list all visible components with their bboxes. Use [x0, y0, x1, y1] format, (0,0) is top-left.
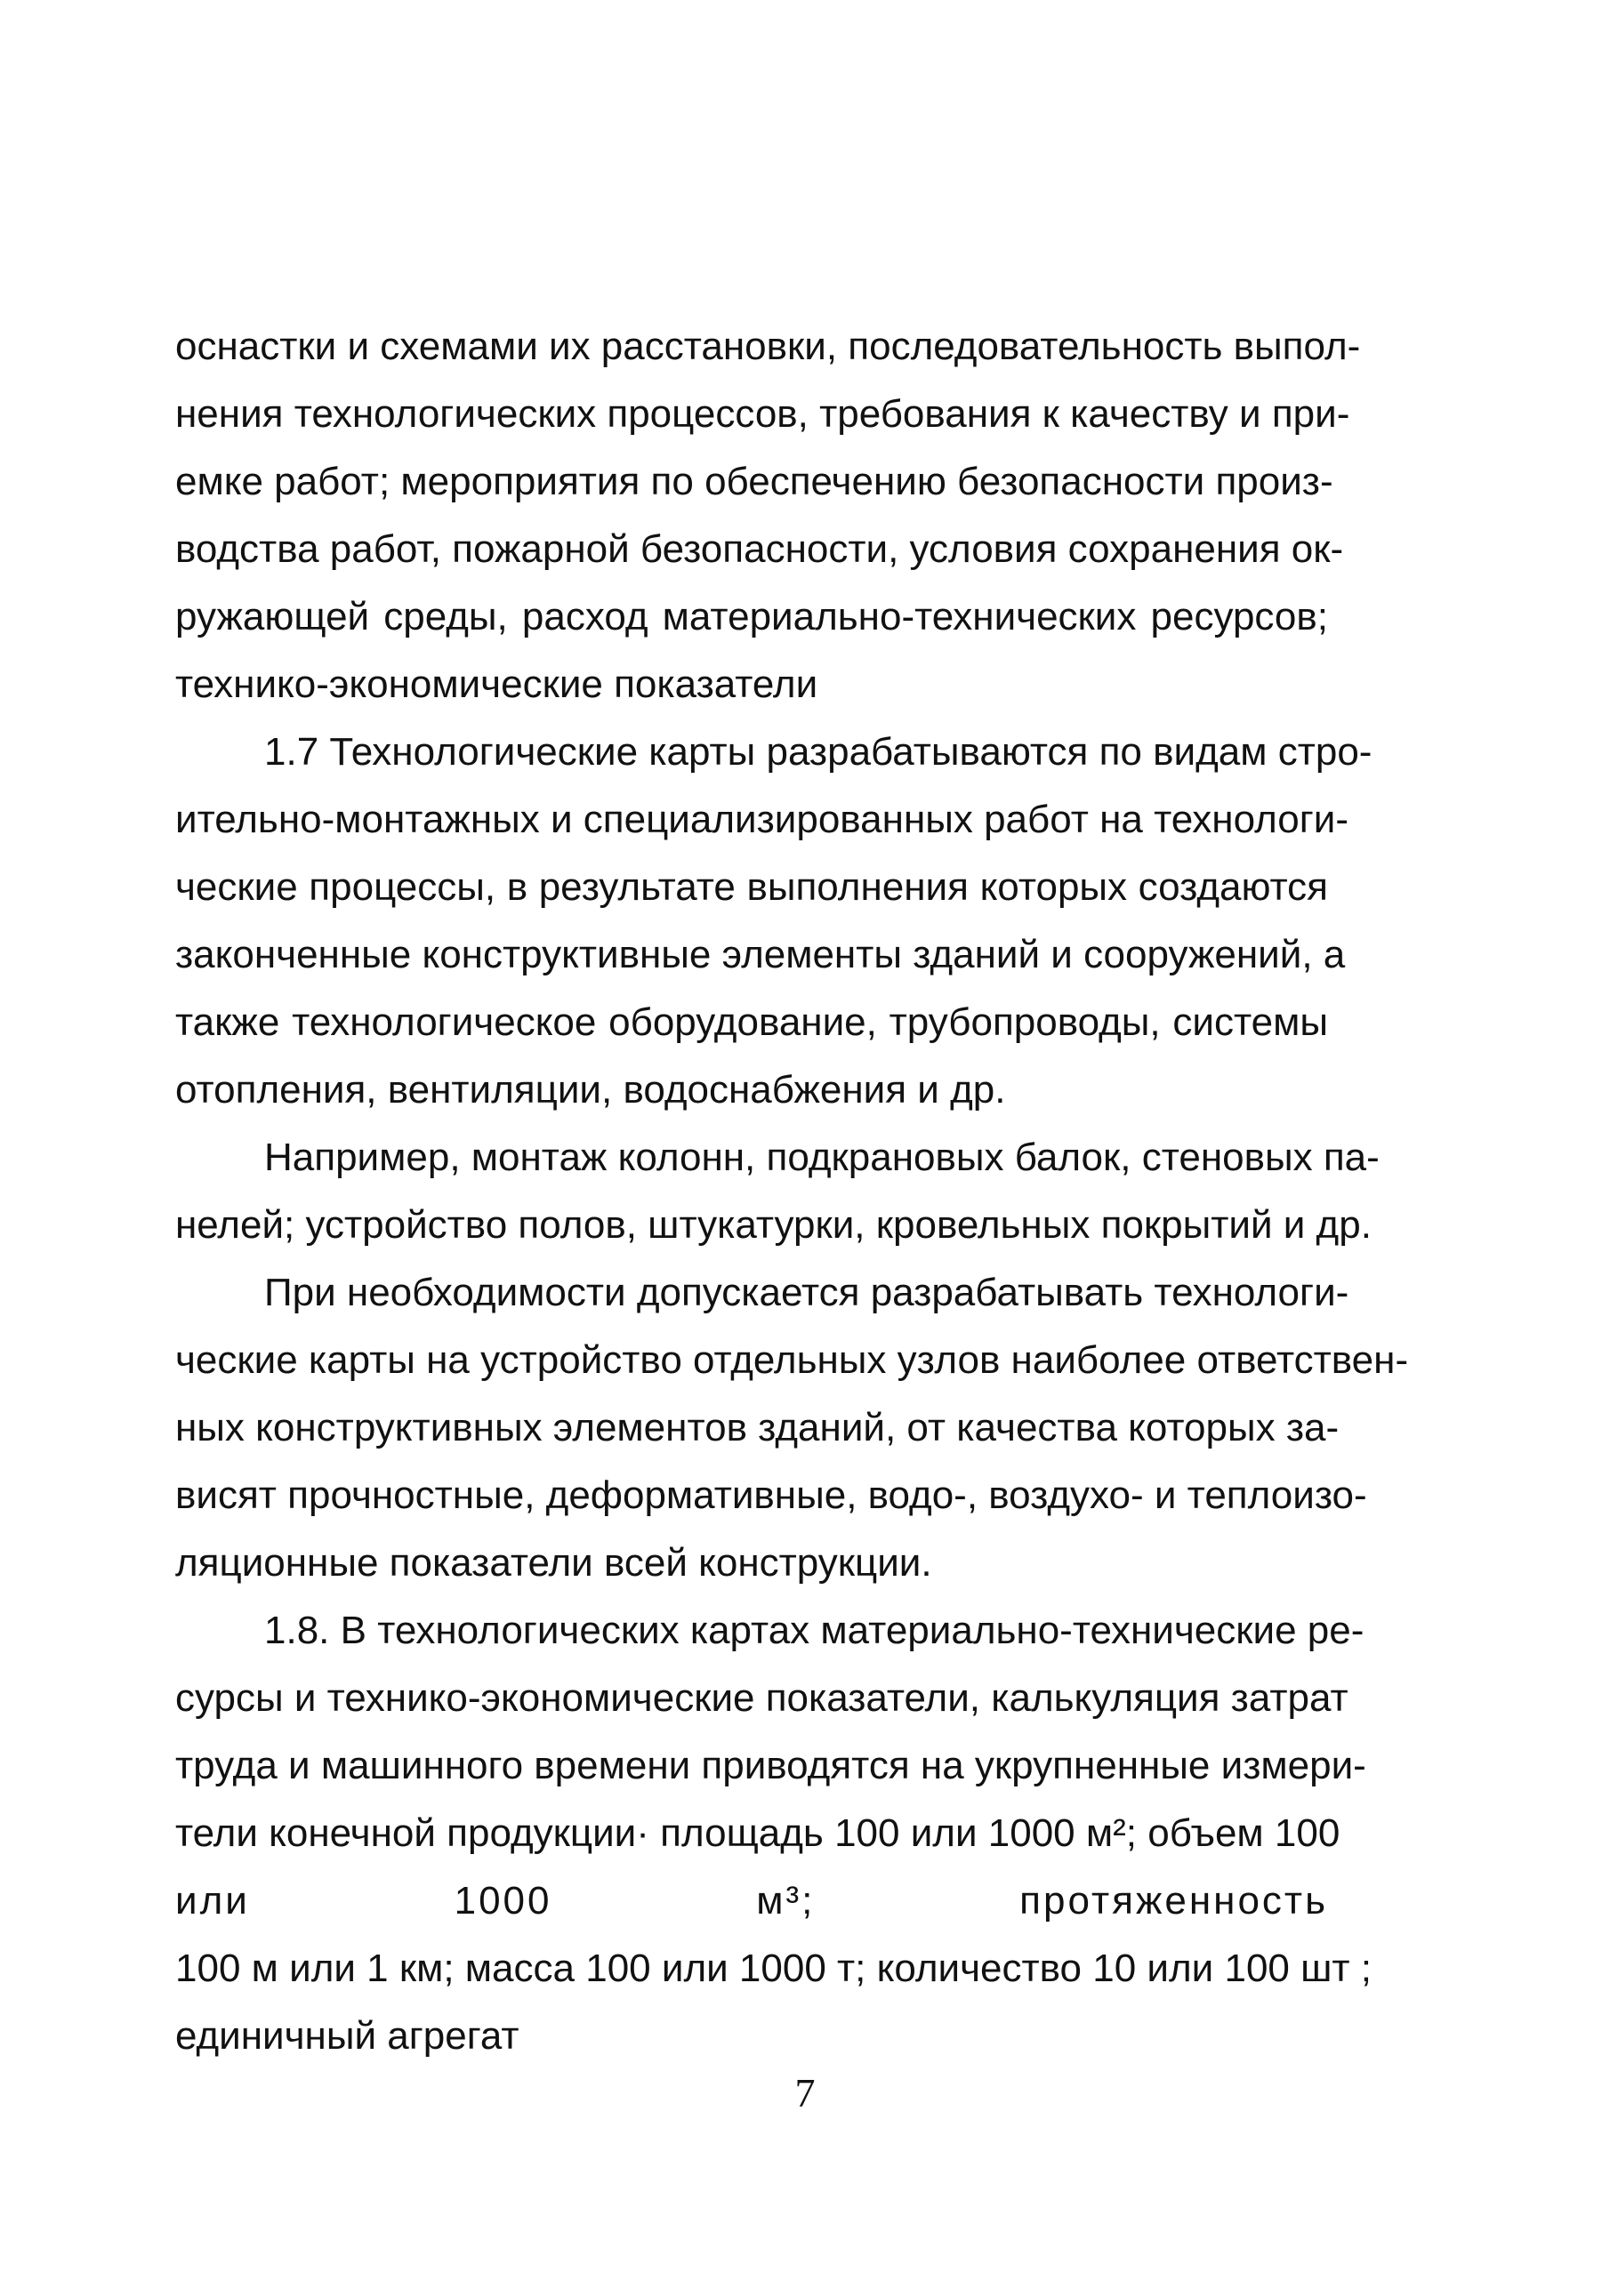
text-line: отопления, вентиляции, водоснабжения и др. [175, 1068, 1006, 1112]
text-line: ческие карты на устройство отдельных узлов наиболее ответствен- [175, 1338, 1409, 1382]
text-line: оснастки и схемами их расстановки, последовательность выпол- [175, 325, 1361, 368]
text-line: законченные конструктивные элементы зданий и сооружений, а [175, 933, 1346, 976]
text-line: также технологическое оборудование, трубопроводы, системы [175, 1000, 1328, 1044]
text-line: или 1000 м³; протяженность [175, 1879, 1328, 1923]
text-line: ных конструктивных элементов зданий, от качества которых за- [175, 1406, 1340, 1449]
text-line: ческие процессы, в результате выполнения которых создаются [175, 865, 1328, 909]
text-line: 1.7 Технологические карты разрабатываются по видам стро- [264, 730, 1373, 774]
text-line: нелей; устройство полов, штукатурки, кровельных покрытий и др. [175, 1203, 1372, 1247]
text-line: При необходимости допускается разрабатывать технологи- [264, 1271, 1349, 1314]
text-line: 1.8. В технологических картах материально-технические ре- [264, 1609, 1364, 1652]
text-line: технико-экономические показатели [175, 662, 818, 706]
text-line: водства работ, пожарной безопасности, условия сохранения ок- [175, 527, 1344, 571]
text-line: ительно-монтажных и специализированных работ на технологи- [175, 798, 1348, 841]
page-number: 7 [794, 2070, 816, 2115]
text-line: емке работ; мероприятия по обеспечению безопасности произ- [175, 460, 1333, 503]
text-line: Например, монтаж колонн, подкрановых балок, стеновых па- [264, 1136, 1380, 1179]
text-line: единичный агрегат [175, 2014, 519, 2058]
text-line: труда и машинного времени приводятся на укрупненные измери- [175, 1744, 1366, 1787]
text-line: нения технологических процессов, требования к качеству и при- [175, 392, 1350, 436]
text-line: ружающей среды, расход материально-технических ресурсов; [175, 595, 1328, 638]
text-line: сурсы и технико-экономические показатели, калькуляция затрат [175, 1676, 1348, 1720]
text-line: висят прочностные, деформативные, водо-, воздухо- и теплоизо- [175, 1473, 1367, 1517]
text-line: ляционные показатели всей конструкции. [175, 1541, 932, 1585]
text-line: 100 м или 1 км; масса 100 или 1000 т; количество 10 или 100 шт ; [175, 1947, 1373, 1990]
text-line: тели конечной продукции· площадь 100 или 1000 м²; объем 100 [175, 1811, 1340, 1855]
